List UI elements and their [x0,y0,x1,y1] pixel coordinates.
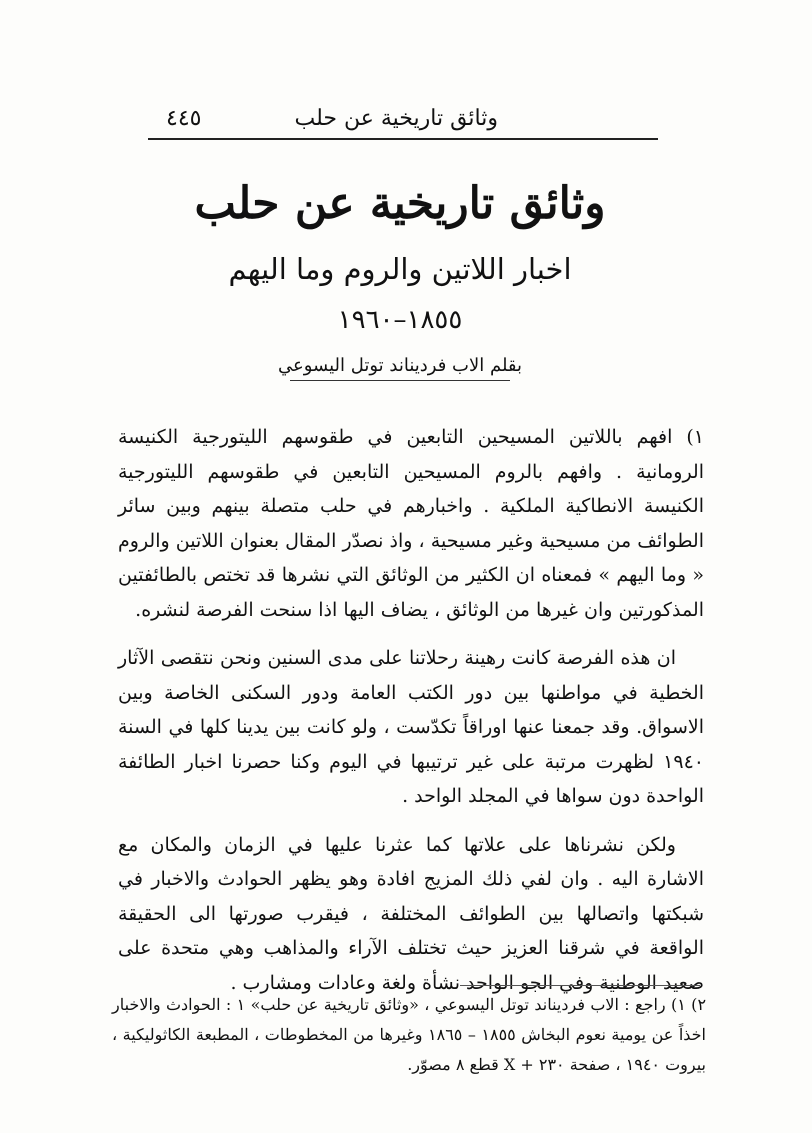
years-range: ١٨٥٥–١٩٦٠ [337,305,463,335]
footnote: ٢) ١) راجع : الاب فرديناند توتل اليسوعي ، «وثائق تاريخية عن حلب» ١ : الحوادث والاخبار اخذاً عن يومية نعوم البخاش ١٨٥٥ – ١٨٦٥ وغيرها من المخطوطات ، المطبعة الكاثوليكية ، بيروت ١٩٤٠ ، صفحة ٢٣٠ + X قطع ٨ مصوّر. [112,995,707,1074]
body-text [118,420,704,1014]
header-rule [148,138,658,140]
author-name: بقلم الاب فرديناند توتل اليسوعي [277,355,523,376]
author-underline [290,380,510,381]
page-title: وثائق تاريخية عن حلب [194,178,606,229]
page-subtitle: اخبار اللاتين والروم وما اليهم [228,252,572,286]
footnote-rule [460,985,700,986]
paragraph-2: ان هذه الفرصة كانت رهينة رحلاتنا على مدى السنين ونحن نتقصى الآثار الخطية في مواطنها بين دور الكتب العامة ودور السكنى الخاصة وبين الاسواق. وقد جمعنا عنها اوراقاً تكدّست ، ولو كانت بين يدينا كلها في السنة ١٩٤٠ لظهرت مرتبة على غير ترتيبها في اليوم وكنا حصرنا اخبار الطائفة الواحدة دون سواها في المجلد الواحد . [118,647,704,807]
author-line [120,355,680,381]
paragraph-3: ولكن نشرناها على علاتها كما عثرنا عليها في الزمان والمكان مع الاشارة اليه . وان لفي ذلك المزيج افادة وهو يظهر الحوادث والاخبار في شبكتها واتصالها بين الطوائف المختلفة ، فيقرب صورتها الى الحقيقة الواقعة في شرقنا العزيز حيث تختلف الآراء والمذاهب وهي متحدة على صعيد الوطنية وفي الجو الواحد نشأة ولغة وعادات ومشارب . [118,833,704,994]
paragraph-1: ١) افهم باللاتين المسيحين التابعين في طقوسهم الليتورجية الكنيسة الرومانية . وافهم بالروم المسيحين التابعين في طقوسهم الليتورجية الكنيسة الانطاكية الملكية . واخبارهم في حلب متصلة بينهم وبين سائر الطوائف من مسيحية وغير مسيحية ، واذ نصدّر المقال بعنوان اللاتين والروم « وما اليهم » فمعناه ان الكثير من الوثائق التي نشرها قد تختص بالطائفتين المذكورتين وان غيرها من الوثائق ، يضاف اليها اذا سنحت الفرصة لنشره. [118,426,704,621]
page-number: ٤٤٥ [166,106,202,131]
running-head-title: وثائق تاريخية عن حلب [294,106,498,131]
running-head [148,100,658,140]
